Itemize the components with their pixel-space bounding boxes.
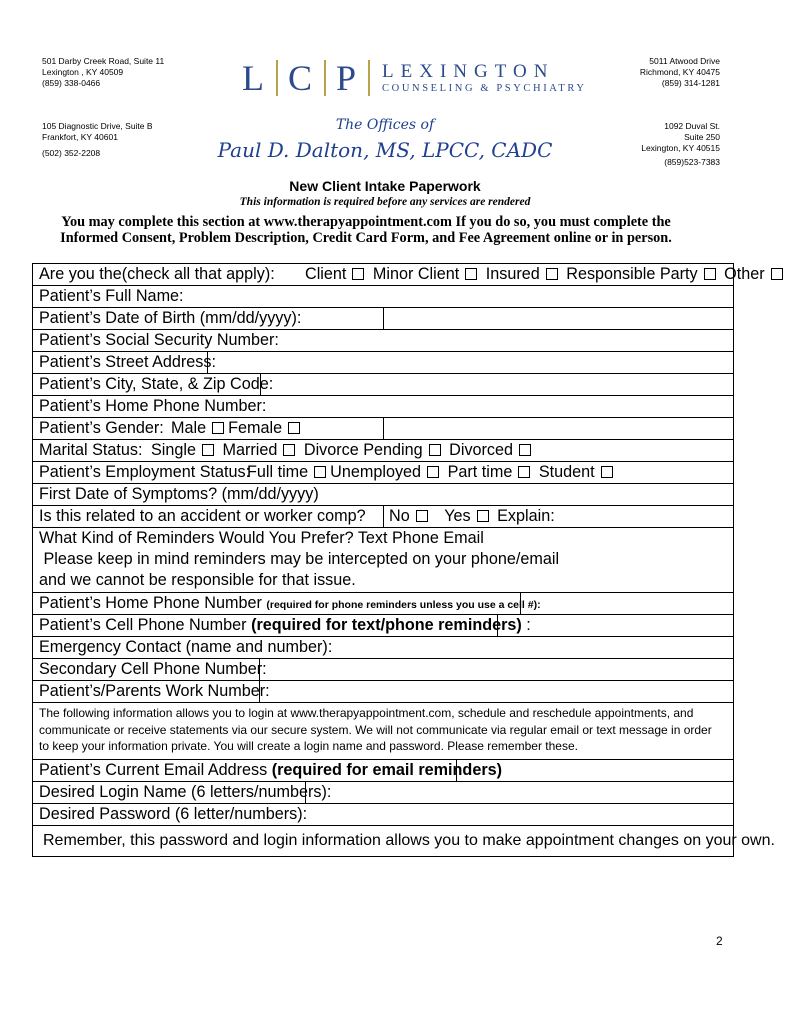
logo-line2: COUNSELING & PSYCHIATRY [382, 82, 587, 94]
student-checkbox[interactable] [601, 466, 613, 478]
city-state-zip-row [33, 374, 733, 396]
dob-label: Patient’s Date of Birth (mm/dd/yyyy): [39, 309, 302, 327]
emergency-label: Emergency Contact (name and number): [39, 638, 333, 656]
address-top-right [640, 56, 720, 89]
lcp-logo [242, 58, 587, 98]
option-male: Male [171, 419, 207, 437]
intake-form [32, 263, 775, 857]
street-label: Patient’s Street Address: [39, 353, 216, 371]
logo-letter: P [336, 58, 359, 98]
option-single: Single [151, 441, 196, 459]
city-state-zip-field[interactable] [260, 374, 733, 395]
cell-phone-text: Patient’s Cell Phone Number [39, 616, 252, 634]
logo-divider [276, 60, 278, 96]
address-line: Frankfort, KY 40601 [42, 132, 118, 142]
gender-row [33, 418, 733, 440]
address-line: (859) 338-0466 [42, 78, 101, 88]
other-checkbox[interactable] [771, 268, 783, 280]
married-checkbox[interactable] [283, 444, 295, 456]
first-symptoms-row [33, 484, 733, 506]
male-checkbox[interactable] [212, 422, 224, 434]
secondary-cell-field[interactable] [259, 659, 733, 680]
accident-label: Is this related to an accident or worker comp? [39, 507, 366, 525]
home-phone2-row [33, 593, 733, 615]
ssn-row [33, 330, 733, 352]
dob-row [33, 308, 733, 330]
page-number: 2 [716, 934, 723, 948]
form-subtitle: This information is required before any services are rendered [239, 196, 531, 208]
emergency-row [33, 637, 733, 659]
address-line: (859)523-7383 [664, 157, 720, 167]
female-checkbox[interactable] [288, 422, 300, 434]
employment-options [247, 462, 617, 483]
marital-row [33, 440, 733, 462]
ssn-label: Patient’s Social Security Number: [39, 331, 279, 349]
full-name-row [33, 286, 733, 308]
option-insured: Insured [485, 265, 540, 283]
email-label [39, 760, 502, 781]
option-no: No [389, 507, 410, 525]
minor-client-checkbox[interactable] [465, 268, 477, 280]
address-line: 5011 Atwood Drive [649, 56, 720, 66]
logo-letter: L [242, 58, 266, 98]
marital-options [151, 440, 535, 461]
client-type-row [33, 264, 765, 286]
gender-options [171, 418, 304, 439]
full-name-label: Patient’s Full Name: [39, 287, 184, 305]
option-unemployed: Unemployed [330, 463, 422, 481]
option-student: Student [538, 463, 595, 481]
gender-label: Patient’s Gender: [39, 419, 164, 437]
password-label: Desired Password (6 letter/numbers): [39, 805, 308, 823]
option-responsible-party: Responsible Party [566, 265, 698, 283]
address-line: (502) 352-2208 [42, 148, 101, 158]
logo-line1: LEXINGTON [382, 60, 555, 82]
divorce-pending-checkbox[interactable] [429, 444, 441, 456]
remember-text: Remember, this password and login information allows you to make appointment changes on your own. [43, 832, 775, 849]
form-title: New Client Intake Paperwork [289, 178, 481, 194]
logo-divider [324, 60, 326, 96]
option-yes: Yes [444, 507, 471, 525]
parents-work-field[interactable] [259, 681, 733, 702]
doctor-name: Paul D. Dalton, MS, LPCC, CADC [217, 138, 553, 162]
unemployed-checkbox[interactable] [427, 466, 439, 478]
accident-options [389, 506, 559, 527]
cell-phone-row [33, 615, 733, 637]
home-phone2-text: Patient’s Home Phone Number [39, 594, 267, 612]
address-line: 105 Diagnostic Drive, Suite B [42, 121, 153, 131]
explain-label: Explain: [497, 507, 555, 525]
login-info-text: The following information allows you to login at www.therapyappointment.com, schedule and reschedule appointments, and communicate or receive statements via our secure system. We will not communicate via regular email or text message in order to keep your information private. You will create a login name and password. Please remember these. [39, 706, 712, 753]
gender-blank [383, 418, 733, 439]
employment-label: Patient’s Employment Status: [39, 463, 251, 481]
reminders-line: What Kind of Reminders Would You Prefer? Text Phone Email [39, 529, 484, 547]
login-name-row [33, 782, 733, 804]
home-phone-label: Patient’s Home Phone Number: [39, 397, 267, 415]
home-phone2-label [39, 593, 541, 616]
reminders-line: Please keep in mind reminders may be intercepted on your phone/email [39, 550, 560, 568]
email-text: Patient’s Current Email Address [39, 761, 272, 779]
city-state-zip-label: Patient’s City, State, & Zip Code: [39, 375, 274, 393]
yes-checkbox[interactable] [477, 510, 489, 522]
option-full-time: Full time [247, 463, 309, 481]
address-line: (859) 314-1281 [661, 78, 720, 88]
home-phone-row [33, 396, 733, 418]
login-info-row [33, 703, 733, 760]
option-part-time: Part time [447, 463, 513, 481]
address-line: 1092 Duval St. [664, 121, 720, 131]
reminders-line: and we cannot be responsible for that issue. [39, 571, 356, 589]
option-divorced: Divorced [449, 441, 514, 459]
street-row [33, 352, 733, 374]
client-type-label: Are you the(check all that apply): [39, 265, 275, 283]
employment-row [33, 462, 733, 484]
single-checkbox[interactable] [202, 444, 214, 456]
no-checkbox[interactable] [416, 510, 428, 522]
first-symptoms-label: First Date of Symptoms? (mm/dd/yyyy) [39, 485, 319, 503]
remember-row [33, 826, 775, 857]
client-type-options [305, 264, 787, 285]
client-checkbox[interactable] [352, 268, 364, 280]
email-row [33, 760, 733, 782]
part-time-checkbox[interactable] [518, 466, 530, 478]
reminders-text [39, 528, 559, 591]
marital-label: Marital Status: [39, 441, 143, 459]
home-phone2-field[interactable] [520, 593, 733, 614]
address-line: Lexington , KY 40509 [42, 67, 124, 77]
street-field[interactable] [207, 352, 733, 373]
cell-phone-label [39, 615, 531, 636]
secondary-cell-label: Secondary Cell Phone Number: [39, 660, 267, 678]
cell-phone-suffix: : [521, 616, 531, 634]
address-line: Richmond, KY 40475 [639, 67, 720, 77]
option-married: Married [222, 441, 278, 459]
accident-row [33, 506, 733, 528]
intro-text: You may complete this section at www.therapyappointment.com If you do so, you must complete the Informed Consent, Problem Description, Credit Card Form, and Fee Agreement online or in person. [60, 214, 672, 246]
address-top-left [42, 56, 164, 89]
address-line: 501 Darby Creek Road, Suite 11 [42, 56, 165, 66]
responsible-party-checkbox[interactable] [704, 268, 716, 280]
address-line: Suite 250 [684, 132, 720, 142]
login-name-label: Desired Login Name (6 letters/numbers): [39, 783, 332, 801]
password-row [33, 804, 733, 826]
option-divorce-pending: Divorce Pending [303, 441, 423, 459]
option-female: Female [228, 419, 283, 437]
dob-field[interactable] [383, 308, 733, 329]
email-field[interactable] [456, 760, 733, 781]
parents-work-row [33, 681, 733, 703]
option-client: Client [305, 265, 347, 283]
full-time-checkbox[interactable] [314, 466, 326, 478]
logo-divider [368, 60, 370, 96]
cell-phone-note: (required for text/phone reminders) [251, 616, 522, 634]
address-line: Lexington, KY 40515 [641, 143, 720, 153]
offices-label: The Offices of [335, 117, 435, 133]
divorced-checkbox[interactable] [519, 444, 531, 456]
home-phone2-note: (required for phone reminders unless you use a cell #): [266, 599, 541, 611]
parents-work-label: Patient’s/Parents Work Number: [39, 682, 270, 700]
option-other: Other [724, 265, 765, 283]
reminders-row [33, 528, 733, 593]
email-note: (required for email reminders) [271, 761, 503, 779]
logo-letter: C [288, 58, 315, 98]
logo-wordmark [382, 62, 586, 95]
insured-checkbox[interactable] [546, 268, 558, 280]
secondary-cell-row [33, 659, 733, 681]
option-minor-client: Minor Client [372, 265, 460, 283]
login-name-field[interactable] [305, 782, 733, 803]
cell-phone-field[interactable] [497, 615, 733, 636]
